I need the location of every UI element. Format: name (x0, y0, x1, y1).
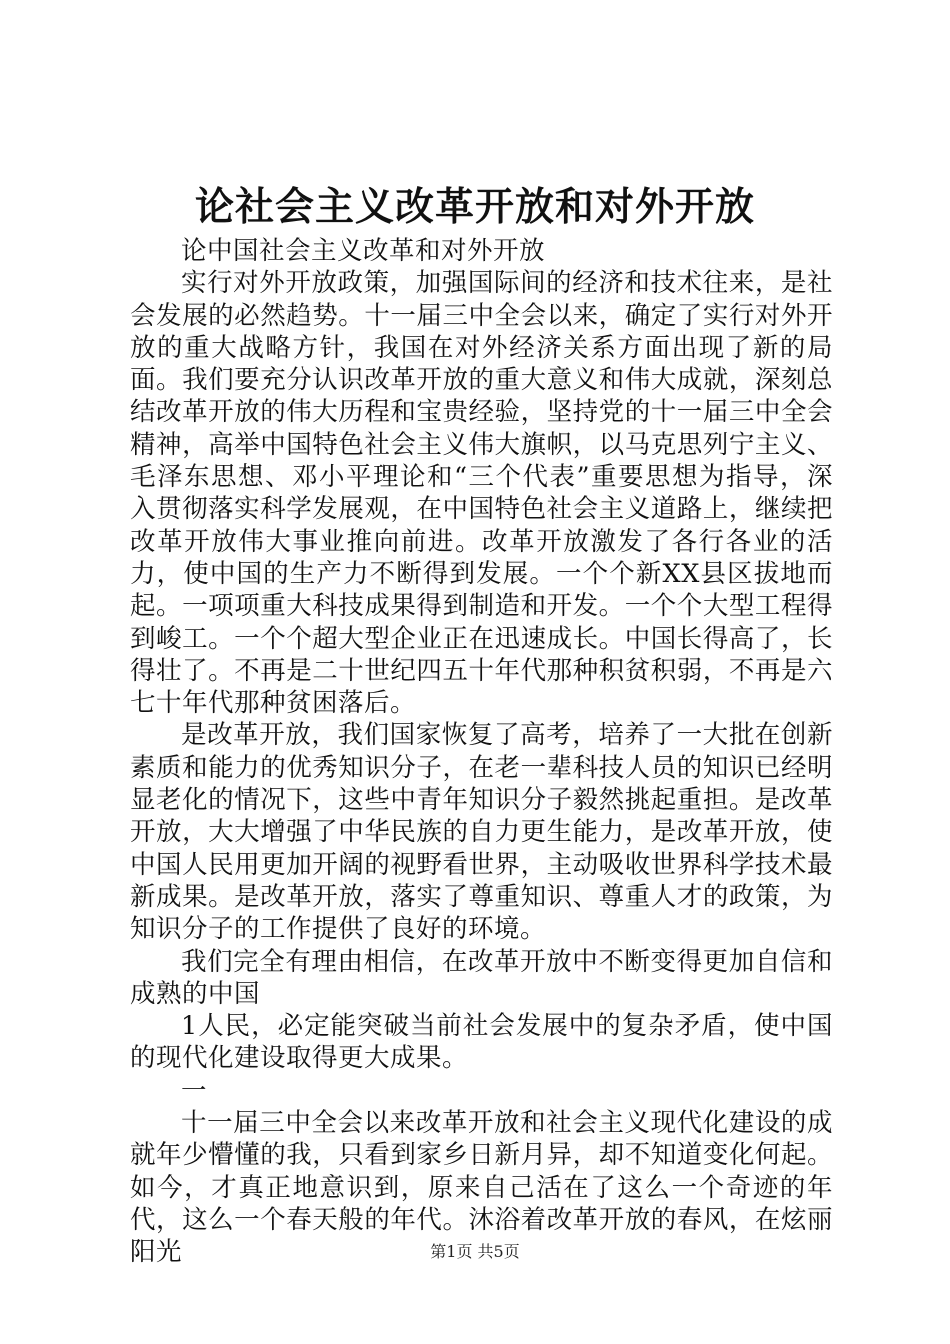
body-paragraph: 十一届三中全会以来改革开放和社会主义现代化建设的成就年少懵懂的我，只看到家乡日新月异，却不知道变化何起。如今，才真正地意识到，原来自己活在了这么一个奇迹的年代，这么一个春天般的年代。沐浴着改革开放的春风，在炫丽阳光 (130, 1108, 833, 1268)
body-paragraph: 是改革开放，我们国家恢复了高考，培养了一大批在创新素质和能力的优秀知识分子，在老一辈科技人员的知识已经明显老化的情况下，这些中青年知识分子毅然挑起重担。是改革开放，大大增强了中华民族的自力更生能力，是改革开放，使中国人民用更加开阔的视野看世界，主动吸收世界科学技术最新成果。是改革开放，落实了尊重知识、尊重人才的政策，为知识分子的工作提供了良好的环境。 (130, 720, 833, 945)
subtitle-paragraph: 论中国社会主义改革和对外开放 (181, 236, 546, 266)
body-paragraph: 1人民，必定能突破当前社会发展中的复杂矛盾，使中国的现代化建设取得更大成果。 (130, 1011, 833, 1074)
body-paragraph: 实行对外开放政策，加强国际间的经济和技术往来，是社会发展的必然趋势。十一届三中全会以来，确定了实行对外开放的重大战略方针，我国在对外经济关系方面出现了新的局面。我们要充分认识改革开放的重大意义和伟大成就，深刻总结改革开放的伟大历程和宝贵经验，坚持党的十一届三中全会精神，高举中国特色社会主义伟大旗帜，以马克思列宁主义、毛泽东思想、邓小平理论和“三个代表”重要思想为指导，深入贯彻落实科学发展观，在中国特色社会主义道路上，继续把改革开放伟大事业推向前进。改革开放激发了各行各业的活力，使中国的生产力不断得到发展。一个个新XX县区拔地而起。一项项重大科技成果得到制造和开发。一个个大型工程得到峻工。一个个超大型企业正在迅速成长。中国长得高了，长得壮了。不再是二十世纪四五十年代那种积贫积弱，不再是六七十年代那种贫困落后。 (130, 268, 833, 719)
body-paragraph: 我们完全有理由相信，在改革开放中不断变得更加自信和成熟的中国 (130, 946, 833, 1009)
section-marker: 一 (181, 1075, 208, 1106)
page-footer: 第1页 共5页 (430, 1242, 520, 1261)
document-body (130, 235, 833, 1269)
document-title: 论社会主义改革开放和对外开放 (194, 185, 755, 230)
